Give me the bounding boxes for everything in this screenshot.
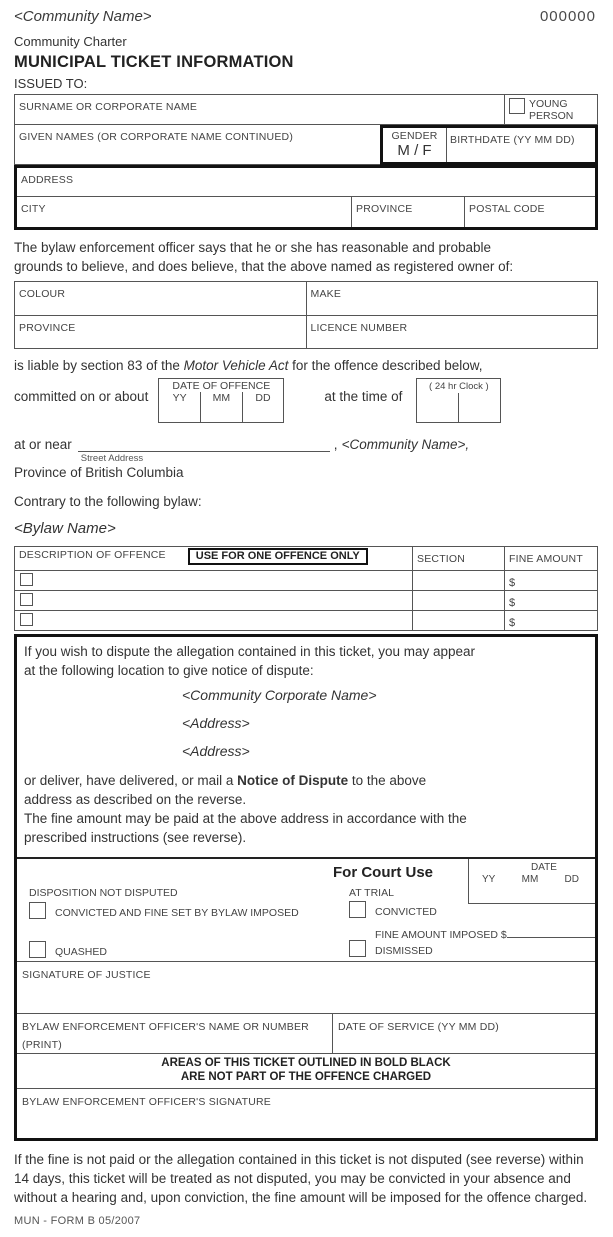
province-field[interactable] <box>351 197 464 227</box>
convicted-fine-set-label: CONVICTED AND FINE SET BY BYLAW IMPOSED <box>55 907 299 919</box>
time-of-text: at the time of <box>324 389 403 404</box>
province-of-bc: Province of British Columbia <box>14 465 184 480</box>
offence-yy-cell[interactable]: YY <box>172 392 187 404</box>
dispute-intro-line1: If you wish to dispute the allegation contained in this ticket, you may appear <box>24 644 476 659</box>
offence-1-section-cell[interactable] <box>412 571 504 590</box>
motor-vehicle-act: Motor Vehicle Act <box>183 358 289 373</box>
liable-suffix: for the offence described below, <box>288 358 483 373</box>
gender-value[interactable]: M / F <box>397 142 432 159</box>
young-person-checkbox[interactable] <box>509 98 525 114</box>
committed-row <box>14 378 598 423</box>
deliver-suffix: to the above <box>348 773 427 788</box>
officer-name-label: BYLAW ENFORCEMENT OFFICER'S NAME OR NUMBER (PRINT) <box>22 1021 309 1051</box>
make-field[interactable] <box>307 282 598 315</box>
court-date-yy: YY <box>482 874 496 885</box>
committed-text: committed on or about <box>14 389 149 404</box>
offence-mm-cell[interactable]: MM <box>200 392 243 422</box>
offence-1-fine-cell[interactable] <box>504 571 597 590</box>
fine-imposed-label: FINE AMOUNT IMPOSED $ <box>375 929 507 941</box>
liable-prefix: is liable by section 83 of the <box>14 358 184 373</box>
liable-statement <box>14 358 598 373</box>
address-group <box>14 165 598 230</box>
time-box[interactable] <box>416 378 501 423</box>
officer-name-field[interactable] <box>17 1014 333 1053</box>
location-comma: , <box>333 437 338 452</box>
offence-2-dollar-sign: $ <box>509 597 516 609</box>
fine-imposed-row <box>375 928 595 941</box>
dismissed-checkbox[interactable] <box>349 940 366 957</box>
offence-table <box>14 546 598 631</box>
offence-1-checkbox[interactable] <box>20 573 33 586</box>
trial-convicted-label: CONVICTED <box>375 906 437 918</box>
offence-3-checkbox[interactable] <box>20 613 33 626</box>
ticket-number: 000000 <box>539 8 596 25</box>
street-address-field[interactable] <box>78 437 330 464</box>
address-field[interactable] <box>17 168 595 196</box>
offence-3-fine-cell[interactable] <box>504 611 597 630</box>
make-label: MAKE <box>310 288 342 300</box>
offence-row-3 <box>15 610 597 630</box>
quashed-checkbox[interactable] <box>29 941 46 958</box>
dispute-address-1: <Address> <box>182 715 250 731</box>
footer-warning-line3: without a hearing and, upon conviction, the fine amount will be imposed for the offence charged. <box>14 1190 588 1205</box>
offence-1-description-cell[interactable] <box>15 571 412 590</box>
offence-dd-cell[interactable]: DD <box>255 392 271 404</box>
colour-label: COLOUR <box>19 288 66 300</box>
bold-areas-notice <box>17 1053 595 1088</box>
gender-label: GENDER <box>391 130 438 142</box>
offence-3-dollar-sign: $ <box>509 617 516 629</box>
deliver-prefix: or deliver, have delivered, or mail a <box>24 773 238 788</box>
description-of-offence-label: DESCRIPTION OF OFFENCE <box>19 549 166 561</box>
time-mm-cell[interactable] <box>458 393 500 422</box>
charter-line: Community Charter <box>14 34 127 49</box>
quashed-label: QUASHED <box>55 946 107 958</box>
community-name-placeholder: <Community Name> <box>14 8 152 25</box>
for-court-use-title: For Court Use <box>333 864 434 881</box>
province-label: PROVINCE <box>356 203 413 215</box>
city-field[interactable] <box>17 197 351 227</box>
owner-statement-line1: The bylaw enforcement officer says that he or she has reasonable and probable <box>14 240 492 255</box>
offence-3-description-cell[interactable] <box>15 611 412 630</box>
court-date-dd: DD <box>564 874 579 885</box>
fine-amount-label: FINE AMOUNT <box>509 553 583 565</box>
date-of-offence-label: DATE OF OFFENCE <box>172 380 271 392</box>
birthdate-field[interactable] <box>447 128 595 162</box>
bylaw-name-placeholder: <Bylaw Name> <box>14 520 116 537</box>
disposition-label: DISPOSITION NOT DISPUTED <box>29 887 178 899</box>
postal-code-label: POSTAL CODE <box>469 203 545 215</box>
young-person-label-line2: PERSON <box>529 110 574 122</box>
owner-statement-line2: grounds to believe, and does believe, that the above named as registered owner of: <box>14 258 514 274</box>
dispute-instructions <box>17 637 595 857</box>
street-address-label: Street Address <box>80 453 144 464</box>
signature-of-justice-label: SIGNATURE OF JUSTICE <box>22 969 151 981</box>
court-block <box>14 634 598 1141</box>
date-of-offence-box[interactable] <box>158 378 284 423</box>
court-date-box[interactable] <box>468 859 595 904</box>
court-date-label: DATE <box>531 862 557 873</box>
location-community-name: <Community Name>, <box>341 437 470 452</box>
officer-signature-label: BYLAW ENFORCEMENT OFFICER'S SIGNATURE <box>22 1096 271 1108</box>
bold-areas-notice-line2: ARE NOT PART OF THE OFFENCE CHARGED <box>180 1070 432 1083</box>
date-of-service-label: DATE OF SERVICE (YY MM DD) <box>338 1021 499 1033</box>
gender-field[interactable] <box>383 128 447 162</box>
birthdate-label: BIRTHDATE (YY MM DD) <box>450 134 575 146</box>
location-row <box>14 437 598 464</box>
young-person-label-line1: YOUNG <box>529 98 568 110</box>
dispute-deliver-line2: address as described on the reverse. <box>24 792 247 807</box>
offence-2-checkbox[interactable] <box>20 593 33 606</box>
licence-number-field[interactable] <box>307 316 598 348</box>
notice-of-dispute-text: Notice of Dispute <box>237 773 349 788</box>
bold-areas-notice-line1: AREAS OF THIS TICKET OUTLINED IN BOLD BLACK <box>161 1057 451 1069</box>
dispute-intro-line2: at the following location to give notice of dispute: <box>24 663 314 678</box>
offence-row-1 <box>15 570 597 590</box>
vehicle-table <box>14 281 598 349</box>
form-id: MUN - FORM B 05/2007 <box>14 1215 141 1227</box>
trial-convicted-checkbox[interactable] <box>349 901 366 918</box>
convicted-fine-set-checkbox[interactable] <box>29 902 46 919</box>
officer-service-row <box>17 1013 595 1053</box>
offence-row-2 <box>15 590 597 610</box>
signature-of-justice-field[interactable] <box>17 961 595 1013</box>
dispute-address-2: <Address> <box>182 743 250 759</box>
fine-imposed-field[interactable] <box>507 928 595 938</box>
dispute-paid-line2: prescribed instructions (see reverse). <box>24 830 247 845</box>
clock-label: ( 24 hr Clock ) <box>429 381 489 392</box>
address-label: ADDRESS <box>21 174 74 186</box>
form-header <box>14 8 598 25</box>
city-label: CITY <box>21 203 46 215</box>
given-names-field[interactable] <box>14 125 380 165</box>
footer-warning-line2: 14 days, this ticket will be treated as not disputed, you may be convicted in your absence and <box>14 1171 571 1186</box>
surname-label: SURNAME OR CORPORATE NAME <box>19 101 198 113</box>
vehicle-province-field[interactable] <box>15 316 307 348</box>
for-court-use-section <box>17 857 595 961</box>
at-or-near-text: at or near <box>14 437 72 452</box>
offence-2-section-cell[interactable] <box>412 591 504 610</box>
vehicle-province-label: PROVINCE <box>19 322 76 334</box>
young-person-label <box>529 98 573 124</box>
footer-warning-line1: If the fine is not paid or the allegation contained in this ticket is not disputed (see reverse) within <box>14 1152 584 1167</box>
dispute-paid-line1: The fine amount may be paid at the above address in accordance with the <box>24 811 467 826</box>
given-names-label: GIVEN NAMES (OR CORPORATE NAME CONTINUED) <box>19 131 294 143</box>
surname-field[interactable] <box>15 95 504 124</box>
contrary-text: Contrary to the following bylaw: <box>14 494 202 509</box>
gender-birthdate-group <box>380 125 598 165</box>
offence-desc-header <box>15 547 412 570</box>
dismissed-label: DISMISSED <box>375 945 433 957</box>
issued-to-label: ISSUED TO: <box>14 76 88 91</box>
owner-statement <box>14 239 598 276</box>
dispute-deliver-line1 <box>24 771 588 790</box>
section-label: SECTION <box>417 553 466 565</box>
young-person-cell <box>504 95 597 124</box>
postal-code-field[interactable] <box>464 197 595 227</box>
offence-1-dollar-sign: $ <box>509 577 516 589</box>
officer-signature-field[interactable] <box>17 1088 595 1138</box>
form-title: MUNICIPAL TICKET INFORMATION <box>14 53 294 71</box>
date-of-service-field[interactable] <box>333 1014 595 1053</box>
dispute-corporate-name: <Community Corporate Name> <box>182 687 377 703</box>
section-header <box>412 547 504 570</box>
court-date-mm: MM <box>521 874 539 885</box>
issued-to-table <box>14 94 598 230</box>
colour-field[interactable] <box>15 282 307 315</box>
fine-amount-header <box>504 547 597 570</box>
offence-3-section-cell[interactable] <box>412 611 504 630</box>
use-one-offence-only-label: USE FOR ONE OFFENCE ONLY <box>188 548 368 565</box>
licence-number-label: LICENCE NUMBER <box>310 322 408 334</box>
time-hh-cell[interactable] <box>417 393 458 422</box>
offence-2-fine-cell[interactable] <box>504 591 597 610</box>
offence-2-description-cell[interactable] <box>15 591 412 610</box>
footer-warning <box>14 1150 598 1207</box>
at-trial-label: AT TRIAL <box>349 887 394 899</box>
